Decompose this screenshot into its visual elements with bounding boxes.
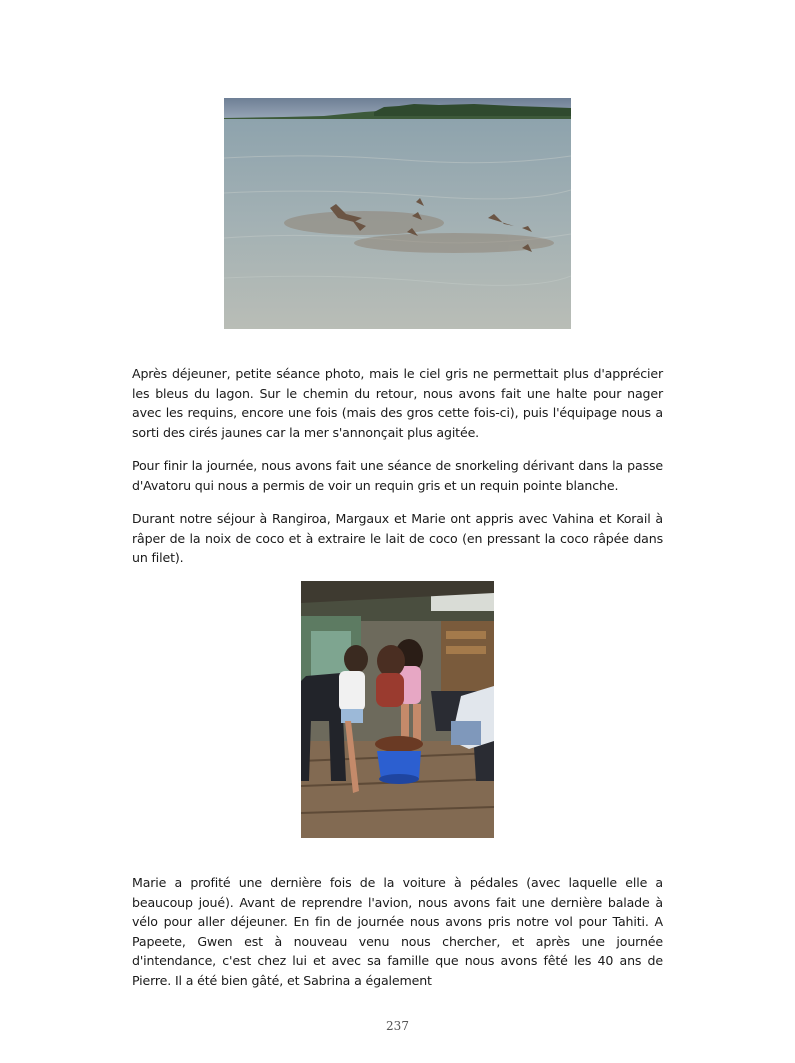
paragraph-snorkeling: Pour finir la journée, nous avons fait une séance de snorkeling dérivant dans la passe d'Avatoru qui nous a permis de voir un requin gris et un requin pointe blanche. <box>132 458 663 493</box>
paragraph-coconut: Durant notre séjour à Rangiroa, Margaux et Marie ont appris avec Vahina et Korail à râper de la noix de coco et à extraire le lait de coco (en pressant la coco râpée dans un filet). <box>132 511 663 565</box>
page-number: 237 <box>386 1019 409 1033</box>
lagoon-sharks-photo <box>224 98 571 329</box>
coconut-grating-photo <box>301 581 494 838</box>
paragraph-last-days: Marie a profité une dernière fois de la voiture à pédales (avec laquelle elle a beaucoup joué). Avant de reprendre l'avion, nous avons fait une dernière balade à vélo pour aller déjeuner. En fin de journée nous avons pris notre vol pour Tahiti. A Papeete, Gwen est à nouveau venu nous chercher, et après une journée d'intendance, c'est chez lui et avec sa famille que nous avons fêté les 40 ans de Pierre. Il a été bien gâté, et Sabrina a également <box>132 875 663 988</box>
paragraph-lagoon-photo: Après déjeuner, petite séance photo, mais le ciel gris ne permettait plus d'apprécier les bleus du lagon. Sur le chemin du retour, nous avons fait une halte pour nager avec les requins, encore une fois (mais des gros cette fois-ci), puis l'équipage nous a sorti des cirés jaunes car la mer s'annonçait plus agitée. <box>132 366 663 440</box>
